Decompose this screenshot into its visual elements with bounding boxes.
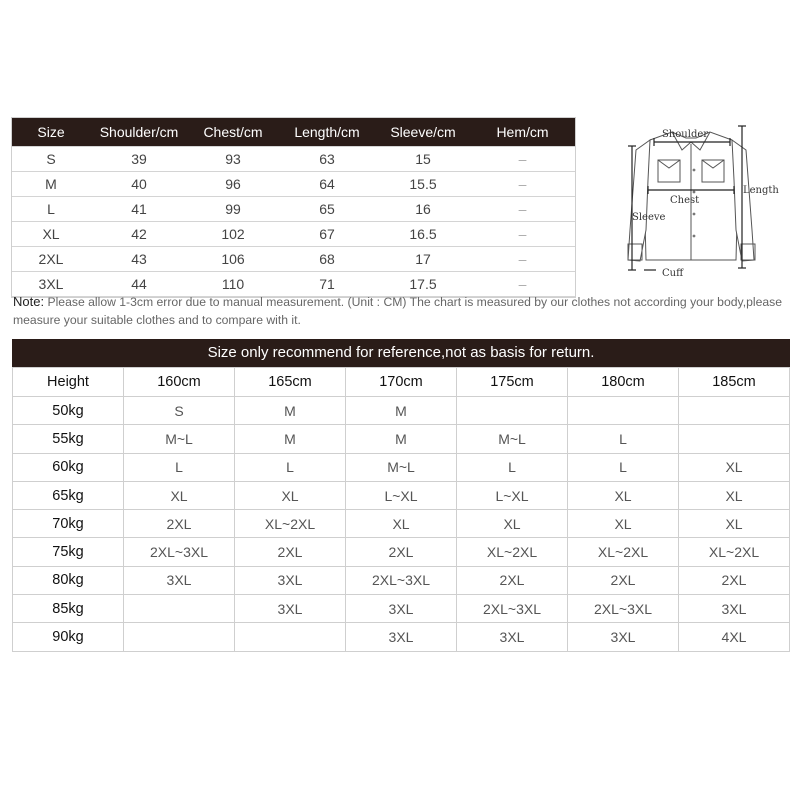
header-size: Size [12,118,90,147]
recommended-size-cell: 2XL~3XL [568,595,679,623]
weight-row [13,397,790,425]
size-chart-cell: – [470,222,575,247]
header-chest: Chest/cm [188,118,278,147]
weight-label: 80kg [13,566,124,594]
size-chart-cell: 99 [188,197,278,222]
recommended-size-cell: M [235,425,346,453]
label-length: Length [743,185,779,196]
note-text: Please allow 1-3cm error due to manual measurement. (Unit : CM) The chart is measured by our clothes not according your body,please measure your suitable clothes and to compare with it. [13,295,782,327]
label-shoulder: Shoulder [662,129,709,140]
recommended-size-cell: XL~2XL [457,538,568,566]
weight-label: 60kg [13,453,124,481]
recommended-size-cell: L [568,425,679,453]
size-chart-cell: 16.5 [376,222,470,247]
label-sleeve: Sleeve [632,212,666,223]
recommended-size-cell: S [124,397,235,425]
recommended-size-cell: 2XL~3XL [124,538,235,566]
shirt-measurement-diagram [610,120,796,285]
recommended-size-cell: L [457,453,568,481]
size-chart-cell: 110 [188,272,278,297]
size-chart-cell: 43 [90,247,188,272]
size-chart-cell: 42 [90,222,188,247]
note-label: Note: [13,294,45,309]
recommended-size-cell: M~L [124,425,235,453]
recommended-size-cell: 3XL [124,566,235,594]
recommended-size-cell: XL [679,481,790,509]
size-chart-cell: 71 [278,272,376,297]
weight-row [13,425,790,453]
weight-label: 90kg [13,623,124,651]
weight-label: 55kg [13,425,124,453]
recommended-size-cell: M [235,397,346,425]
size-chart-cell: L [12,197,90,222]
recommended-size-cell: 3XL [235,595,346,623]
size-chart-cell: – [470,197,575,222]
size-chart-cell: 63 [278,147,376,172]
recommended-size-cell: XL [235,481,346,509]
weight-label: 85kg [13,595,124,623]
height-header-cell: 160cm [124,368,235,397]
size-chart-cell: S [12,147,90,172]
size-chart-cell: 40 [90,172,188,197]
weight-label: 75kg [13,538,124,566]
size-chart-cell: 106 [188,247,278,272]
size-chart-cell: 15.5 [376,172,470,197]
header-length: Length/cm [278,118,376,147]
weight-row [13,510,790,538]
recommended-size-cell: XL [679,510,790,538]
weight-row [13,623,790,651]
size-chart-cell: 44 [90,272,188,297]
size-chart-cell: 17 [376,247,470,272]
measurement-note [13,293,788,329]
recommended-size-cell: L [235,453,346,481]
recommended-size-cell: 3XL [346,595,457,623]
size-chart-row [12,172,575,197]
recommended-size-cell: XL~2XL [235,510,346,538]
weight-label: 70kg [13,510,124,538]
recommended-size-cell: L [124,453,235,481]
size-recommendation-table [12,367,790,652]
recommended-size-cell: XL [124,481,235,509]
size-chart-row [12,222,575,247]
recommended-size-cell: 2XL~3XL [346,566,457,594]
size-chart-cell: 17.5 [376,272,470,297]
weight-row [13,538,790,566]
recommended-size-cell: XL~2XL [679,538,790,566]
recommendation-banner: Size only recommend for reference,not as basis for return. [12,339,790,367]
recommended-size-cell: M [346,397,457,425]
size-chart-row [12,197,575,222]
recommended-size-cell: 4XL [679,623,790,651]
recommended-size-cell [457,397,568,425]
header-shoulder: Shoulder/cm [90,118,188,147]
recommended-size-cell: M [346,425,457,453]
height-header-cell: 180cm [568,368,679,397]
size-chart-cell: XL [12,222,90,247]
header-sleeve: Sleeve/cm [376,118,470,147]
recommended-size-cell: M~L [346,453,457,481]
size-chart-cell: 67 [278,222,376,247]
size-chart-row [12,247,575,272]
weight-row [13,595,790,623]
label-cuff: Cuff [662,268,684,279]
weight-row [13,566,790,594]
weight-row [13,453,790,481]
recommended-size-cell: 2XL [568,566,679,594]
size-chart-cell: – [470,147,575,172]
recommended-size-cell: XL~2XL [568,538,679,566]
recommended-size-cell: 2XL [679,566,790,594]
recommended-size-cell [568,397,679,425]
size-chart-row [12,147,575,172]
recommended-size-cell: 3XL [346,623,457,651]
size-chart-cell: – [470,272,575,297]
height-header-cell: 175cm [457,368,568,397]
recommended-size-cell: 3XL [235,566,346,594]
size-chart-cell: 41 [90,197,188,222]
size-chart-cell: 16 [376,197,470,222]
recommended-size-cell: XL [457,510,568,538]
recommended-size-cell [235,623,346,651]
size-chart-cell: 15 [376,147,470,172]
height-header-cell: 170cm [346,368,457,397]
size-chart-cell: 65 [278,197,376,222]
recommended-size-cell: 3XL [679,595,790,623]
recommended-size-cell: L~XL [457,481,568,509]
recommended-size-cell: M~L [457,425,568,453]
recommended-size-cell: 2XL~3XL [457,595,568,623]
recommended-size-cell: 3XL [457,623,568,651]
recommended-size-cell: 2XL [124,510,235,538]
label-chest: Chest [670,195,700,206]
recommended-size-cell: 2XL [457,566,568,594]
size-chart-cell: 102 [188,222,278,247]
recommended-size-cell: XL [568,510,679,538]
height-header-row [13,368,790,397]
size-chart-cell: 64 [278,172,376,197]
size-chart-cell: 93 [188,147,278,172]
size-chart-cell: – [470,172,575,197]
height-header-cell: 165cm [235,368,346,397]
recommended-size-cell: L [568,453,679,481]
weight-label: 65kg [13,481,124,509]
size-chart-cell: 39 [90,147,188,172]
size-chart-cell: 96 [188,172,278,197]
recommended-size-cell: XL [346,510,457,538]
size-chart-header-row [12,118,575,147]
recommended-size-cell [124,595,235,623]
recommended-size-cell [679,425,790,453]
recommended-size-cell: 2XL [346,538,457,566]
size-recommendation-body [13,368,790,652]
size-chart-body [12,147,575,297]
height-header-cell: 185cm [679,368,790,397]
size-chart-cell: M [12,172,90,197]
weight-label: 50kg [13,397,124,425]
recommended-size-cell: L~XL [346,481,457,509]
weight-row [13,481,790,509]
size-chart-cell: 2XL [12,247,90,272]
recommended-size-cell: XL [679,453,790,481]
size-chart-table [12,118,575,297]
size-chart-cell: – [470,247,575,272]
size-chart-cell: 68 [278,247,376,272]
corner-height-label: Height [13,368,124,397]
recommended-size-cell [124,623,235,651]
recommended-size-cell: 3XL [568,623,679,651]
recommended-size-cell [679,397,790,425]
header-hem: Hem/cm [470,118,575,147]
size-chart-cell: 3XL [12,272,90,297]
recommended-size-cell: 2XL [235,538,346,566]
recommended-size-cell: XL [568,481,679,509]
